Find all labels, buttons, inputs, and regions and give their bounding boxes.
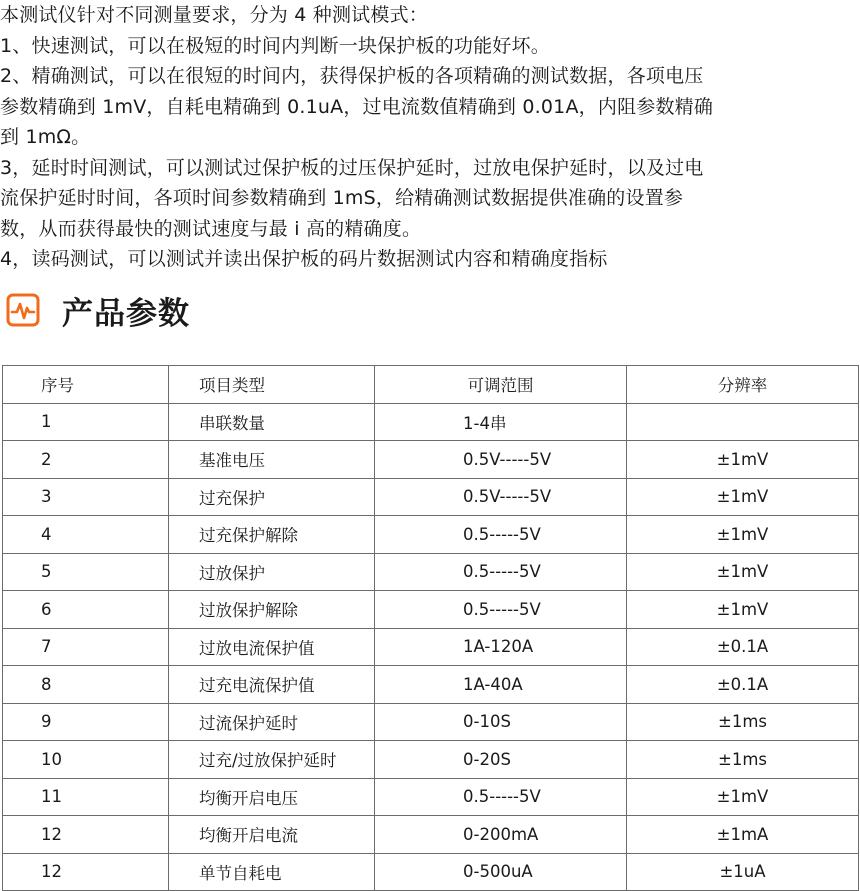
- intro-line: 1、快速测试，可以在极短的时间内判断一块保护板的功能好坏。: [0, 34, 550, 57]
- table-header-row: [3, 366, 859, 404]
- cell-range: 0.5-----5V: [375, 516, 627, 554]
- table-row: [3, 591, 859, 629]
- cell-resolution: ±1mV: [627, 516, 859, 554]
- table-row: [3, 816, 859, 854]
- cell-resolution: ±0.1A: [627, 666, 859, 704]
- cell-range: 0-10S: [375, 703, 627, 741]
- cell-resolution: ±1mV: [627, 478, 859, 516]
- cell-no: 12: [3, 816, 169, 854]
- table-row: [3, 553, 859, 591]
- cell-range: 0-20S: [375, 741, 627, 779]
- cell-range: 0-500uA: [375, 853, 627, 891]
- intro-line: 本测试仪针对不同测量要求，分为 4 种测试模式：: [0, 4, 428, 26]
- cell-resolution: ±1mV: [627, 591, 859, 629]
- cell-item: 串联数量: [169, 403, 375, 441]
- cell-no: 5: [3, 553, 169, 591]
- table-row: [3, 628, 859, 666]
- section-header: [6, 290, 190, 330]
- cell-range: 0.5-----5V: [375, 778, 627, 816]
- intro-line: 2、精确测试，可以在很短的时间内，获得保护板的各项精确的测试数据，各项电压: [0, 65, 704, 87]
- cell-item: 过放保护解除: [169, 591, 375, 629]
- cell-no: 8: [3, 666, 169, 704]
- cell-item: 过流保护延时: [169, 703, 375, 741]
- table-row: [3, 741, 859, 779]
- cell-item: 过充/过放保护延时: [169, 741, 375, 779]
- cell-item: 过充保护: [169, 478, 375, 516]
- cell-range: 1A-120A: [375, 628, 627, 666]
- cell-no: 7: [3, 628, 169, 666]
- cell-resolution: ±1mV: [627, 553, 859, 591]
- table-body: [3, 403, 859, 891]
- cell-resolution: ±1ms: [627, 703, 859, 741]
- cell-resolution: ±1uA: [627, 853, 859, 891]
- header-range: 可调范围: [375, 366, 627, 404]
- cell-item: 过放电流保护值: [169, 628, 375, 666]
- cell-no: 1: [3, 403, 169, 441]
- table-row: [3, 703, 859, 741]
- intro-line: 3，延时时间测试，可以测试过保护板的过压保护延时，过放电保护延时，以及过电: [0, 156, 704, 179]
- cell-item: 单节自耗电: [169, 853, 375, 891]
- table-row: [3, 441, 859, 479]
- section-title: 产品参数: [62, 295, 190, 332]
- cell-no: 11: [3, 778, 169, 816]
- cell-no: 12: [3, 853, 169, 891]
- table-row: [3, 778, 859, 816]
- cell-range: 0.5V-----5V: [375, 478, 627, 516]
- cell-no: 4: [3, 516, 169, 554]
- cell-item: 过充保护解除: [169, 516, 375, 554]
- parameters-table: [2, 365, 859, 891]
- cell-item: 均衡开启电流: [169, 816, 375, 854]
- table-row: [3, 478, 859, 516]
- cell-item: 过放保护: [169, 553, 375, 591]
- table-row: [3, 666, 859, 704]
- cell-range: 0.5-----5V: [375, 553, 627, 591]
- intro-line: 4，读码测试，可以测试并读出保护板的码片数据测试内容和精确度指标: [0, 248, 608, 270]
- cell-no: 3: [3, 478, 169, 516]
- cell-resolution: [627, 403, 859, 441]
- table-row: [3, 516, 859, 554]
- cell-no: 9: [3, 703, 169, 741]
- header-resolution: 分辨率: [627, 366, 859, 404]
- intro-text: [0, 0, 860, 275]
- header-item: 项目类型: [169, 366, 375, 404]
- cell-item: 过充电流保护值: [169, 666, 375, 704]
- intro-line: 参数精确到 1mV，自耗电精确到 0.1uA，过电流数值精确到 0.01A，内阻参数精确: [0, 95, 714, 118]
- cell-range: 1A-40A: [375, 666, 627, 704]
- intro-line: 到 1mΩ。: [0, 126, 91, 148]
- cell-no: 2: [3, 441, 169, 479]
- cell-range: 0-200mA: [375, 816, 627, 854]
- cell-resolution: ±1mV: [627, 778, 859, 816]
- intro-line: 流保护延时时间，各项时间参数精确到 1mS，给精确测试数据提供准确的设置参: [0, 187, 684, 209]
- pulse-monitor-icon: [6, 293, 40, 327]
- cell-item: 基准电压: [169, 441, 375, 479]
- intro-line: 数，从而获得最快的测试速度与最 i 高的精确度。: [0, 217, 422, 240]
- header-no: 序号: [3, 366, 169, 404]
- table-row: [3, 853, 859, 891]
- cell-range: 1-4串: [375, 403, 627, 441]
- cell-no: 6: [3, 591, 169, 629]
- cell-range: 0.5V-----5V: [375, 441, 627, 479]
- cell-resolution: ±1mV: [627, 441, 859, 479]
- table-row: [3, 403, 859, 441]
- cell-item: 均衡开启电压: [169, 778, 375, 816]
- cell-resolution: ±1ms: [627, 741, 859, 779]
- cell-no: 10: [3, 741, 169, 779]
- cell-resolution: ±0.1A: [627, 628, 859, 666]
- cell-resolution: ±1mA: [627, 816, 859, 854]
- cell-range: 0.5-----5V: [375, 591, 627, 629]
